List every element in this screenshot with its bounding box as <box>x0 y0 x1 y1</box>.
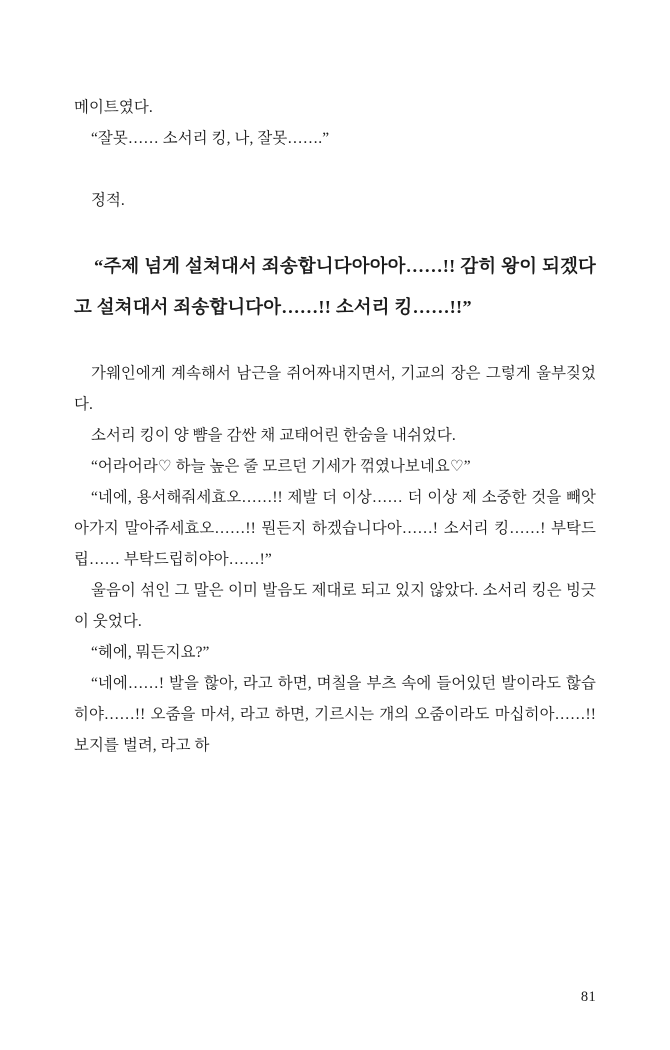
paragraph-spacer-1 <box>74 154 596 185</box>
paragraph-spacer-2 <box>74 216 596 246</box>
page-body <box>74 92 596 761</box>
paragraph-1: 메이트였다. <box>74 99 153 116</box>
page-number: 81 <box>580 989 596 1005</box>
paragraph-8-dialogue: “네에, 용서해줘세효오……!! 제발 더 이상…… 더 이상 제 소중한 것을 빼앗아가지 말아쥬세효오……!! 뭔든지 하겠습니다아……! 소서리 킹……! 부탁드립…… 부탁드립히야아……!” <box>74 489 596 568</box>
paragraph-6: 소서리 킹이 양 뺨을 감싼 채 교태어린 한숨을 내쉬었다. <box>91 427 456 444</box>
paragraph-5: 가웨인에게 계속해서 남근을 쥐어짜내지면서, 기교의 장은 그렇게 울부짖었다. <box>74 365 596 413</box>
paragraph-3-silence: 정적. <box>91 192 125 209</box>
paragraph-2-dialogue: “잘못…… 소서리 킹, 나, 잘못…….” <box>91 130 330 147</box>
paragraph-spacer-3 <box>74 328 596 358</box>
paragraph-4-shout: “주제 넘게 설쳐대서 죄송합니다아아아……!! 감히 왕이 되겠다고 설쳐대서 죄송합니다아……!! 소서리 킹……!!” <box>74 256 596 317</box>
paragraph-11-dialogue: “네에……! 발을 핞아, 라고 하면, 며칠을 부츠 속에 들어있던 발이라도 핞습히야……!! 오줌을 마셔, 라고 하면, 기르시는 개의 오줌이라도 마십히아……!! 보지를 벌려, 라고 하 <box>74 675 596 754</box>
paragraph-7-dialogue: “어라어라♡ 하늘 높은 줄 모르던 기세가 꺾였나보네요♡” <box>91 458 471 475</box>
paragraph-9: 울음이 섞인 그 말은 이미 발음도 제대로 되고 있지 않았다. 소서리 킹은 빙긋이 웃었다. <box>74 582 596 630</box>
paragraph-10-dialogue: “헤에, 뭐든지요?” <box>91 644 210 661</box>
